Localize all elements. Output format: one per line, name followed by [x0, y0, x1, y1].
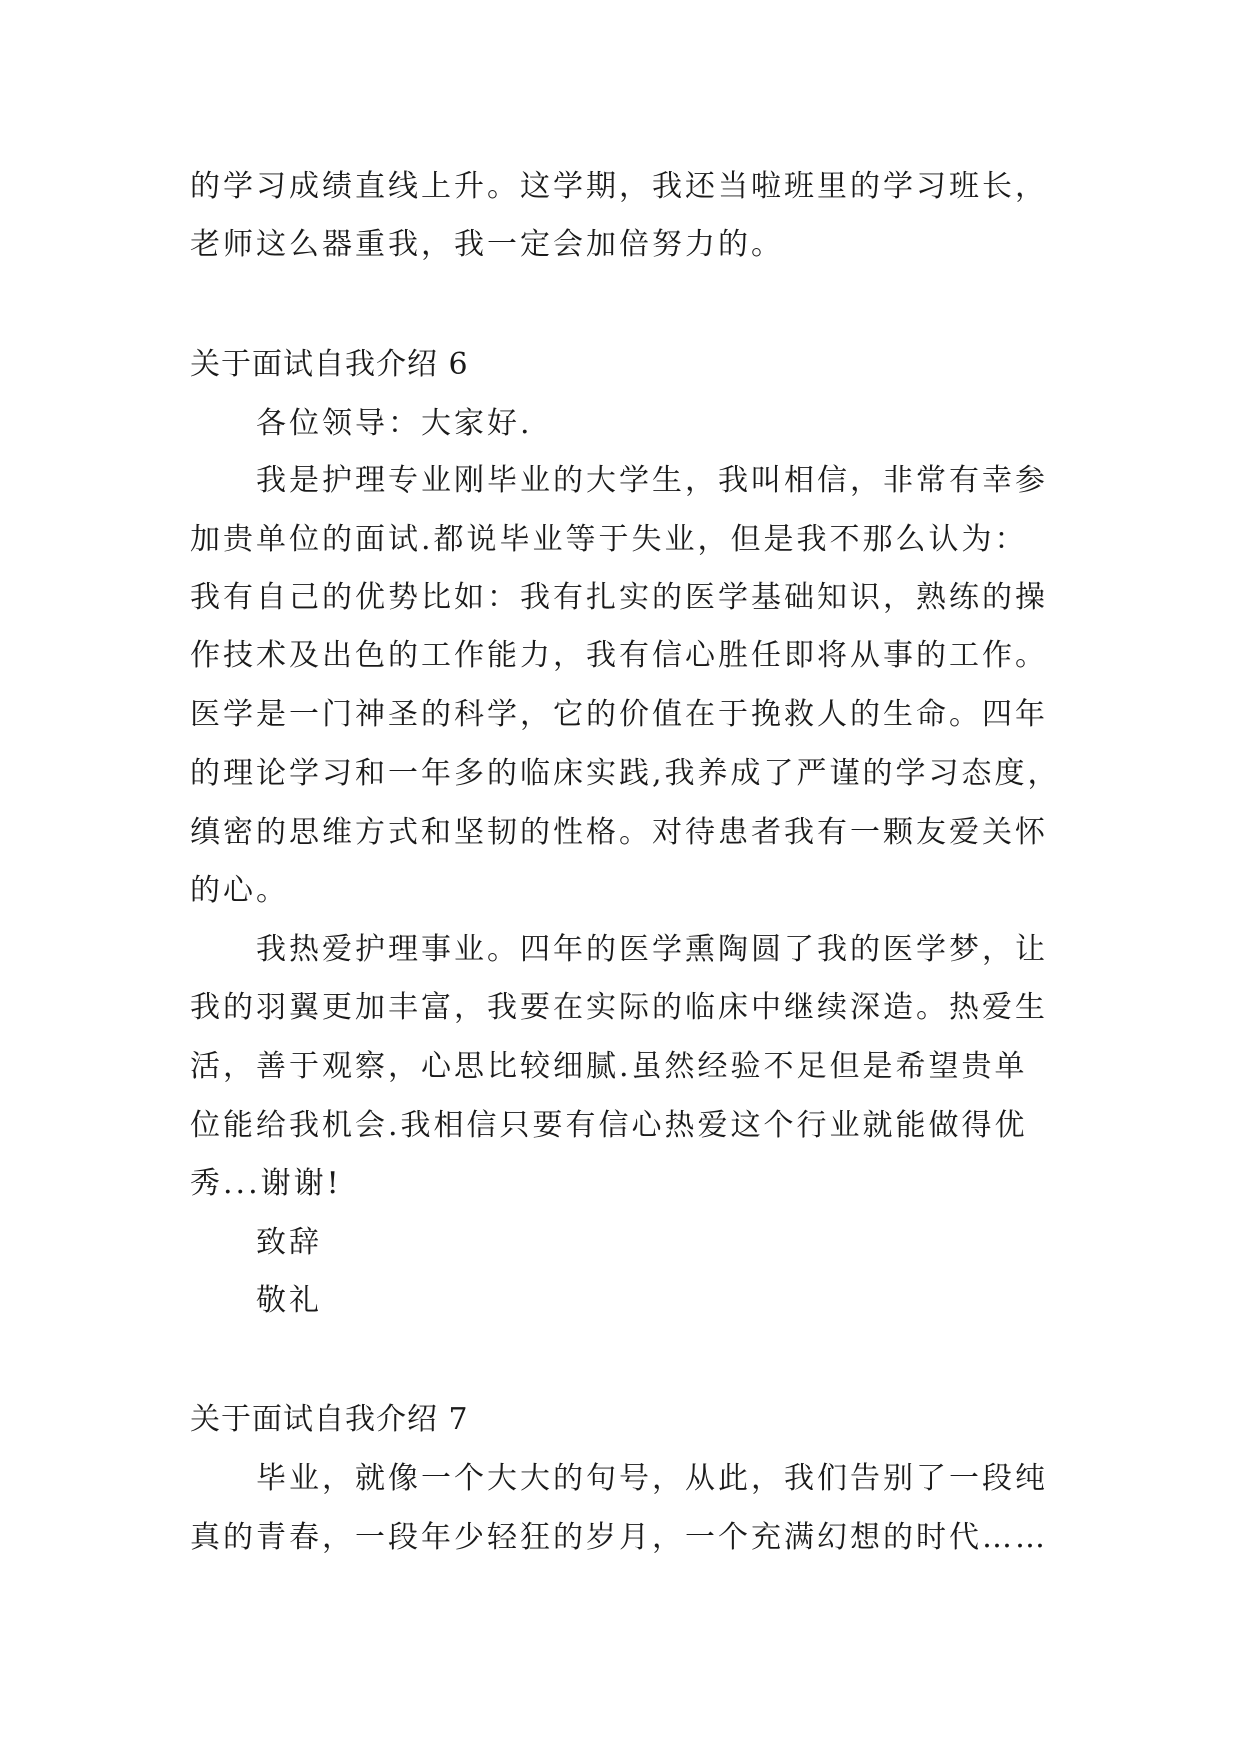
- section-heading: 关于面试自我介绍 7: [190, 1402, 469, 1437]
- text-line: 毕业，就像一个大大的句号，从此，我们告别了一段纯: [256, 1461, 1048, 1496]
- text-line: 我的羽翼更加丰富，我要在实际的临床中继续深造。热爱生: [190, 990, 1048, 1025]
- text-line: 我有自己的优势比如：我有扎实的医学基础知识，熟练的操: [190, 580, 1048, 615]
- text-line: 缜密的思维方式和坚韧的性格。对待患者我有一颗友爱关怀: [190, 815, 1048, 850]
- greeting: 各位领导：大家好.: [256, 406, 533, 441]
- text-line: 的学习成绩直线上升。这学期，我还当啦班里的学习班长，: [190, 169, 1048, 204]
- text-line: 秀...谢谢!: [190, 1166, 342, 1201]
- text-line: 我是护理专业刚毕业的大学生，我叫相信，非常有幸参: [256, 463, 1048, 498]
- text-line: 医学是一门神圣的科学，它的价值在于挽救人的生命。四年: [190, 697, 1048, 732]
- text-line: 加贵单位的面试.都说毕业等于失业，但是我不那么认为：: [190, 522, 1028, 557]
- text-line: 活，善于观察，心思比较细腻.虽然经验不足但是希望贵单: [190, 1049, 1028, 1084]
- text-line: 老师这么器重我，我一定会加倍努力的。: [190, 227, 784, 262]
- closing-line: 致辞: [256, 1225, 322, 1260]
- text-line: 我热爱护理事业。四年的医学熏陶圆了我的医学梦，让: [256, 932, 1048, 967]
- text-line: 位能给我机会.我相信只要有信心热爱这个行业就能做得优: [190, 1108, 1028, 1143]
- text-line: 真的青春，一段年少轻狂的岁月，一个充满幻想的时代……: [190, 1520, 1048, 1555]
- text-line: 的心。: [190, 873, 289, 908]
- section-heading: 关于面试自我介绍 6: [190, 347, 469, 382]
- text-line: 的理论学习和一年多的临床实践,我养成了严谨的学习态度，: [190, 756, 1061, 791]
- closing-line: 敬礼: [256, 1283, 322, 1318]
- text-line: 作技术及出色的工作能力，我有信心胜任即将从事的工作。: [190, 638, 1048, 673]
